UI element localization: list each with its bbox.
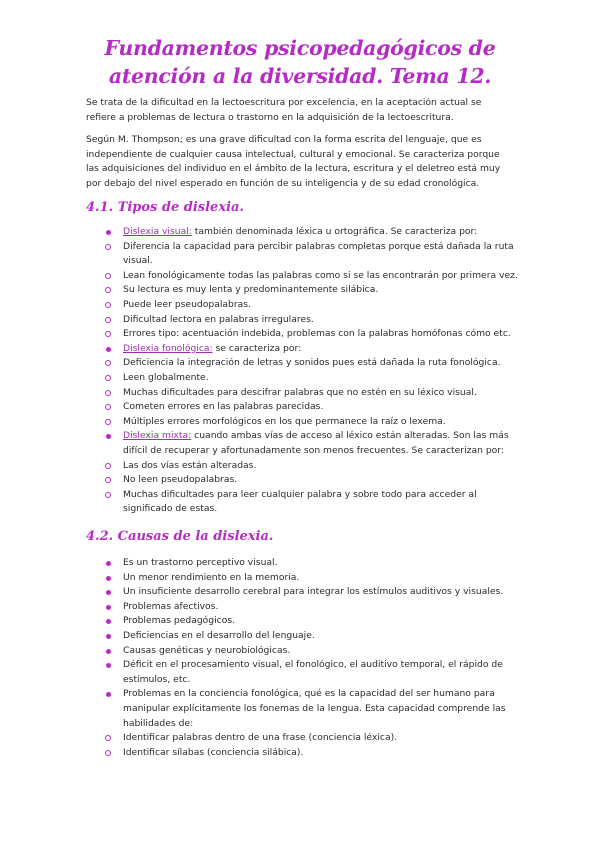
filled-bullet-icon bbox=[106, 619, 111, 624]
list-item-text: Deficiencias en el desarrollo del lenguaje. bbox=[123, 629, 315, 641]
title-line-1: Fundamentos psicopedagógicos de bbox=[104, 36, 496, 60]
list-item-text: también denominada léxica u ortográfica. Se caracteriza por: bbox=[191, 226, 478, 237]
list-item-text: Cometen errores en las palabras parecidas. bbox=[123, 401, 324, 413]
list-item-text: Causas genéticas y neurobiológicas. bbox=[123, 644, 291, 656]
list-item bbox=[0, 629, 523, 644]
hollow-bullet-icon bbox=[105, 302, 111, 308]
section-heading-types: 4.1. Tipos de dislexia. bbox=[86, 200, 244, 215]
list-item-text: Diferencia la capacidad para percibir palabras completas porque está dañada la ruta visual. bbox=[123, 240, 514, 267]
filled-bullet-icon bbox=[106, 230, 111, 235]
hollow-bullet-icon bbox=[105, 419, 111, 425]
list-item bbox=[0, 386, 523, 401]
filled-bullet-icon bbox=[106, 347, 111, 352]
filled-bullet-icon bbox=[106, 605, 111, 610]
hollow-bullet-icon bbox=[105, 477, 111, 483]
list-item-text: Dificultad lectora en palabras irregulares. bbox=[123, 313, 314, 325]
filled-bullet-icon bbox=[106, 649, 111, 654]
list-item-text: cuando ambas vías de acceso al léxico están alteradas. Son las más difícil de recuperar y afortunadamente son menos frecuentes. Se caracterizan por: bbox=[123, 430, 509, 456]
list-item-text: Múltiples errores morfológicos en los que permanece la raíz o lexema. bbox=[123, 415, 446, 427]
hollow-bullet-icon bbox=[105, 463, 111, 469]
list-item-text: Muchas dificultades para leer cualquier palabra y sobre todo para acceder al significado de estas. bbox=[123, 488, 477, 515]
intro-paragraph: Se trata de la dificultad en la lectoescritura por excelencia, en la aceptación actual se refiere a problemas de lectura o trastorno en la adquisición de la lectoescritura. bbox=[86, 97, 482, 123]
section-heading-causes: 4.2. Causas de la dislexia. bbox=[86, 529, 274, 544]
list-item-text: Puede leer pseudopalabras. bbox=[123, 298, 251, 310]
list-item bbox=[0, 298, 523, 313]
list-item bbox=[0, 614, 523, 629]
hollow-bullet-icon bbox=[105, 390, 111, 396]
list-item-text: Un insuficiente desarrollo cerebral para integrar los estímulos auditivos y visuales. bbox=[123, 586, 504, 598]
hollow-bullet-icon bbox=[105, 404, 111, 410]
filled-bullet-icon bbox=[106, 634, 111, 639]
dyslexia-causes-list bbox=[0, 556, 599, 760]
list-item bbox=[0, 731, 523, 746]
title-line-2: atención a la diversidad. Tema 12. bbox=[108, 64, 492, 88]
list-item bbox=[0, 600, 523, 615]
hollow-bullet-icon bbox=[105, 331, 111, 337]
list-item-text: Identificar sílabas (conciencia silábica). bbox=[123, 746, 304, 758]
definition-paragraph: Según M. Thompson; es una grave dificultad con la forma escrita del lenguaje, que es independiente de cualquier causa intelectual, cultural y emocional. Se caracteriza porque las adquisiciones del individuo en el ámbito de la lectura, escritura y el deletreo está muy por debajo del nivel esperado en función de su inteligencia y de su edad cronológica. bbox=[86, 134, 501, 189]
list-item bbox=[0, 585, 523, 600]
list-item-text: No leen pseudopalabras. bbox=[123, 474, 238, 486]
dyslexia-types-list bbox=[0, 225, 599, 517]
list-item-text: Un menor rendimiento en la memoria. bbox=[123, 571, 300, 583]
list-item-term: Dislexia visual: bbox=[123, 226, 192, 237]
list-item bbox=[0, 644, 523, 659]
list-item-term: Dislexia mixta: bbox=[123, 430, 192, 442]
filled-bullet-icon bbox=[106, 576, 111, 581]
hollow-bullet-icon bbox=[105, 244, 111, 250]
hollow-bullet-icon bbox=[105, 375, 111, 381]
list-item bbox=[0, 687, 523, 731]
list-item bbox=[0, 356, 523, 371]
document-title bbox=[70, 34, 530, 90]
list-item bbox=[0, 459, 523, 474]
hollow-bullet-icon bbox=[105, 735, 111, 741]
list-item-text: Las dos vías están alteradas. bbox=[123, 459, 257, 471]
hollow-bullet-icon bbox=[105, 750, 111, 756]
list-item bbox=[0, 746, 523, 761]
list-item-text: Es un trastorno perceptivo visual. bbox=[123, 557, 278, 568]
list-item-text: Su lectura es muy lenta y predominantemente silábica. bbox=[123, 284, 379, 296]
list-item bbox=[0, 342, 523, 357]
list-item bbox=[0, 240, 523, 269]
list-item-text: Problemas afectivos. bbox=[123, 600, 219, 612]
list-item bbox=[0, 473, 523, 488]
list-item-text: Deficiencia la integración de letras y sonidos pues está dañada la ruta fonológica. bbox=[123, 357, 501, 369]
list-item-text: Leen globalmente. bbox=[123, 371, 209, 383]
filled-bullet-icon bbox=[106, 692, 111, 697]
list-item bbox=[0, 429, 523, 458]
list-item-text: Lean fonológicamente todas las palabras como si se las encontrarán por primera vez. bbox=[123, 269, 518, 281]
hollow-bullet-icon bbox=[105, 287, 111, 293]
list-item-text: Muchas dificultades para descifrar palabras que no estén en su léxico visual. bbox=[123, 386, 477, 398]
list-item bbox=[0, 313, 523, 328]
list-item bbox=[0, 415, 523, 430]
hollow-bullet-icon bbox=[105, 317, 111, 323]
list-item-text: Identificar palabras dentro de una frase (conciencia léxica). bbox=[123, 732, 398, 744]
filled-bullet-icon bbox=[106, 663, 111, 668]
list-item-text: Problemas pedagógicos. bbox=[123, 615, 236, 627]
list-item-text: Déficit en el procesamiento visual, el fonológico, el auditivo temporal, el rápido de estímulos, etc. bbox=[123, 659, 503, 685]
list-item bbox=[0, 488, 523, 517]
filled-bullet-icon bbox=[106, 590, 111, 595]
hollow-bullet-icon bbox=[105, 273, 111, 279]
list-item-text: se caracteriza por: bbox=[212, 342, 302, 354]
hollow-bullet-icon bbox=[105, 360, 111, 366]
list-item bbox=[0, 400, 523, 415]
filled-bullet-icon bbox=[106, 434, 111, 439]
list-item-term: Dislexia fonológica: bbox=[123, 342, 213, 354]
list-item-text: Problemas en la conciencia fonológica, qué es la capacidad del ser humano para manipular explícitamente los fonemas de la lengua. Esta capacidad comprende las habilidades de: bbox=[123, 688, 506, 729]
list-item bbox=[0, 571, 523, 586]
list-item bbox=[0, 371, 523, 386]
list-item bbox=[0, 658, 523, 687]
list-item bbox=[0, 283, 523, 298]
hollow-bullet-icon bbox=[105, 492, 111, 498]
list-item bbox=[0, 327, 523, 342]
list-item bbox=[0, 225, 523, 240]
filled-bullet-icon bbox=[106, 561, 111, 566]
list-item-text: Errores tipo: acentuación indebida, problemas con la palabras homófonas cómo etc. bbox=[123, 328, 511, 340]
list-item bbox=[0, 556, 523, 571]
list-item bbox=[0, 269, 523, 284]
